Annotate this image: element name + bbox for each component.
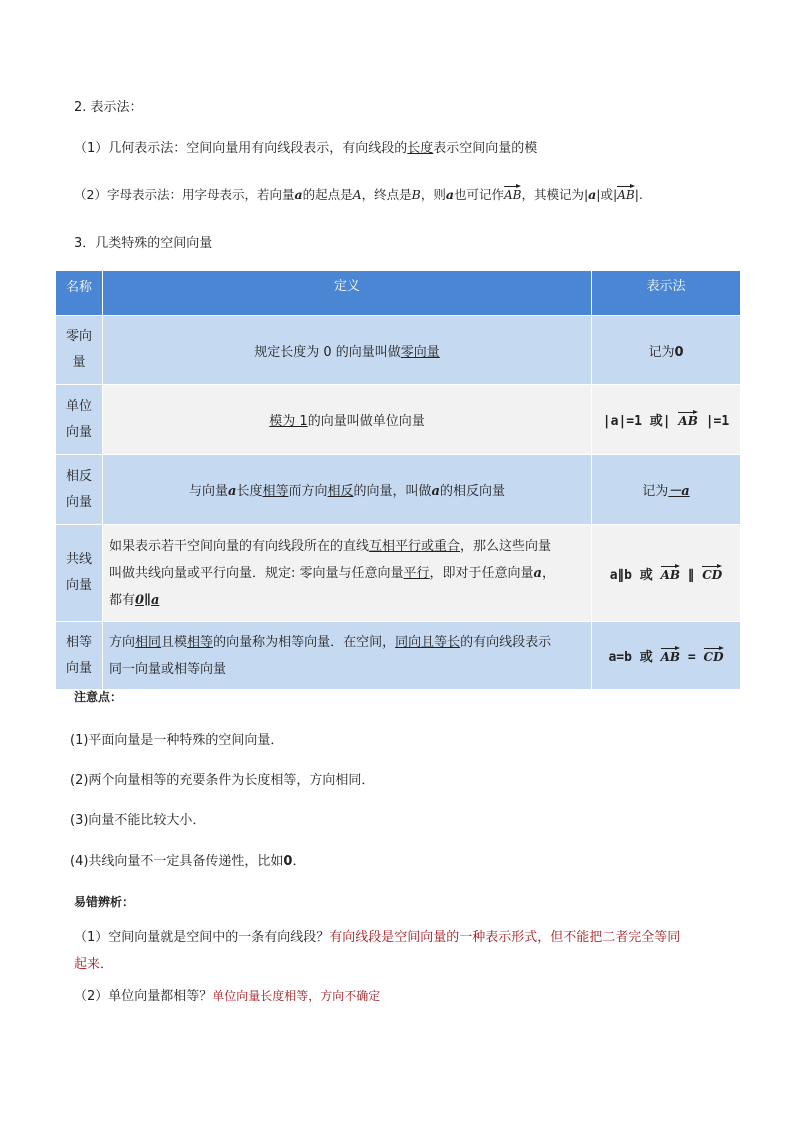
row-definition xyxy=(103,316,592,385)
text: ，则 xyxy=(420,187,446,202)
header-name: 名称 xyxy=(56,271,103,316)
row-representation xyxy=(592,525,741,622)
section3-title: 3．几类特殊的空间向量 xyxy=(74,236,213,251)
row-definition xyxy=(103,622,592,690)
underlined: 平行 xyxy=(403,565,430,581)
text: a∥b 或 xyxy=(609,567,653,583)
note-item: (2)两个向量相等的充要条件为长度相等，方向相同． xyxy=(70,773,375,788)
question: （1）空间向量就是空间中的一条有向线段？ xyxy=(74,930,330,945)
note-item: (3)向量不能比较大小． xyxy=(70,813,206,828)
text: |或| xyxy=(596,187,618,202)
text: 叫做共线向量或平行向量．规定: 零向量与任意向量 xyxy=(109,565,404,581)
underlined: 零向量 xyxy=(400,344,440,360)
name-text: 共线向量 xyxy=(65,552,92,593)
vector-AB: AB xyxy=(504,184,521,202)
underlined: －a xyxy=(668,484,690,499)
text: |a|=1 或| xyxy=(602,414,671,429)
special-vectors-table xyxy=(55,270,741,690)
row-representation xyxy=(592,385,741,455)
name-text: 单位向量 xyxy=(65,398,92,440)
row-name xyxy=(56,316,103,385)
var-A: A xyxy=(352,187,362,202)
text: ，那么这些向量 xyxy=(460,538,552,554)
text: 的向量称为相等向量．在空间， xyxy=(213,634,396,650)
text: （2）字母表示法：用字母表示，若向量 xyxy=(74,187,295,202)
def-line xyxy=(109,533,585,560)
def-line xyxy=(109,560,585,587)
header-representation: 表示法 xyxy=(592,271,741,316)
text: 都有 xyxy=(109,592,136,608)
row-definition xyxy=(103,455,592,525)
text: 的起点是 xyxy=(302,187,353,202)
name-text: 相等向量 xyxy=(65,634,92,676)
var-a: a xyxy=(228,484,237,499)
row-name xyxy=(56,455,103,525)
text: 的相反向量 xyxy=(439,484,505,499)
row-definition xyxy=(103,385,592,455)
text: 的有向线段表示 xyxy=(460,634,552,650)
underlined: 相等 xyxy=(262,484,289,499)
geo-text-end: 表示空间向量的模 xyxy=(433,141,538,156)
row-definition xyxy=(103,525,592,622)
vector-CD: CD xyxy=(702,564,722,582)
zero-vector: 0 xyxy=(674,344,684,360)
vector-AB: AB xyxy=(678,410,697,428)
text: ，其模记为| xyxy=(521,187,589,202)
var-a: a xyxy=(431,484,440,499)
text: 记为 xyxy=(642,484,669,499)
text: 记为 xyxy=(648,344,675,360)
text: 且模 xyxy=(161,634,188,650)
underlined: 相同 xyxy=(135,634,162,650)
vector-AB: AB xyxy=(617,184,634,202)
text: ． xyxy=(292,854,306,869)
underlined: 同向且等长 xyxy=(395,634,461,650)
var-a: a xyxy=(294,187,303,202)
text: 方向 xyxy=(109,634,136,650)
text: 的向量叫做单位向量 xyxy=(307,414,425,429)
underlined: 模为 1 xyxy=(269,414,308,429)
zero-vector: 0 xyxy=(283,854,293,869)
note-item: (1)平面向量是一种特殊的空间向量． xyxy=(70,733,284,748)
letter-representation xyxy=(74,184,643,203)
text: ，即对于任意向量 xyxy=(429,565,534,581)
text: ，终点是 xyxy=(361,187,412,202)
vector-AB: AB xyxy=(661,646,680,664)
analysis-q2 xyxy=(74,985,380,1004)
question: （2）单位向量都相等？ xyxy=(74,989,213,1004)
def-line xyxy=(109,587,585,614)
row-name xyxy=(56,525,103,622)
table-row xyxy=(56,525,741,622)
var-a: a xyxy=(445,187,454,202)
answer: 单位向量长度相等，方向不确定 xyxy=(212,989,381,1003)
text: ， xyxy=(541,565,555,581)
row-name xyxy=(56,385,103,455)
table-row xyxy=(56,622,741,690)
table-row xyxy=(56,316,741,385)
row-representation xyxy=(592,455,741,525)
analysis-q1 xyxy=(74,926,680,945)
geo-underlined: 长度 xyxy=(407,141,434,156)
section2-title: 2. 表示法： xyxy=(74,100,143,115)
table-row xyxy=(56,455,741,525)
row-representation xyxy=(592,316,741,385)
text: 如果表示若干空间向量的有向线段所在的直线 xyxy=(109,538,370,554)
text: = xyxy=(687,650,696,665)
row-name xyxy=(56,622,103,690)
text: 长度 xyxy=(236,484,263,499)
vector-AB: AB xyxy=(661,564,680,582)
geometric-representation xyxy=(74,137,537,156)
underlined: 0∥a xyxy=(135,592,160,608)
var-B: B xyxy=(411,187,421,202)
text: 而方向 xyxy=(288,484,328,499)
def-line xyxy=(109,629,585,656)
text: a=b 或 xyxy=(608,650,653,665)
text: (4)共线向量不一定具备传递性，比如 xyxy=(70,854,284,869)
text: 与向量 xyxy=(189,484,229,499)
underlined: 相等 xyxy=(187,634,214,650)
var-a: a xyxy=(588,187,597,202)
table-row xyxy=(56,385,741,455)
text: |=1 xyxy=(705,414,730,429)
analysis-a1-cont: 起来． xyxy=(74,957,114,972)
notes-title: 注意点： xyxy=(74,690,123,704)
header-definition: 定义 xyxy=(103,271,592,316)
vector-CD: CD xyxy=(704,646,724,664)
underlined: 互相平行或重合 xyxy=(369,538,461,554)
geo-text: （1）几何表示法：空间向量用有向线段表示，有向线段的 xyxy=(74,141,408,156)
underlined: 相反 xyxy=(327,484,354,499)
analysis-title: 易错辨析： xyxy=(74,895,135,909)
row-representation xyxy=(592,622,741,690)
text: 也可记作 xyxy=(453,187,504,202)
def-line: 同一向量或相等向量 xyxy=(109,661,227,677)
name-text: 相反向量 xyxy=(65,468,92,510)
note-item xyxy=(70,850,305,869)
text: 的向量，叫做 xyxy=(353,484,432,499)
text: ∥ xyxy=(687,567,695,583)
text: |. xyxy=(634,187,643,202)
var-a: a xyxy=(533,565,542,581)
text: 规定长度为 0 的向量叫做 xyxy=(254,344,401,360)
answer: 有向线段是空间向量的一种表示形式，但不能把二者完全等同 xyxy=(329,930,681,945)
name-text: 零向量 xyxy=(65,329,92,370)
